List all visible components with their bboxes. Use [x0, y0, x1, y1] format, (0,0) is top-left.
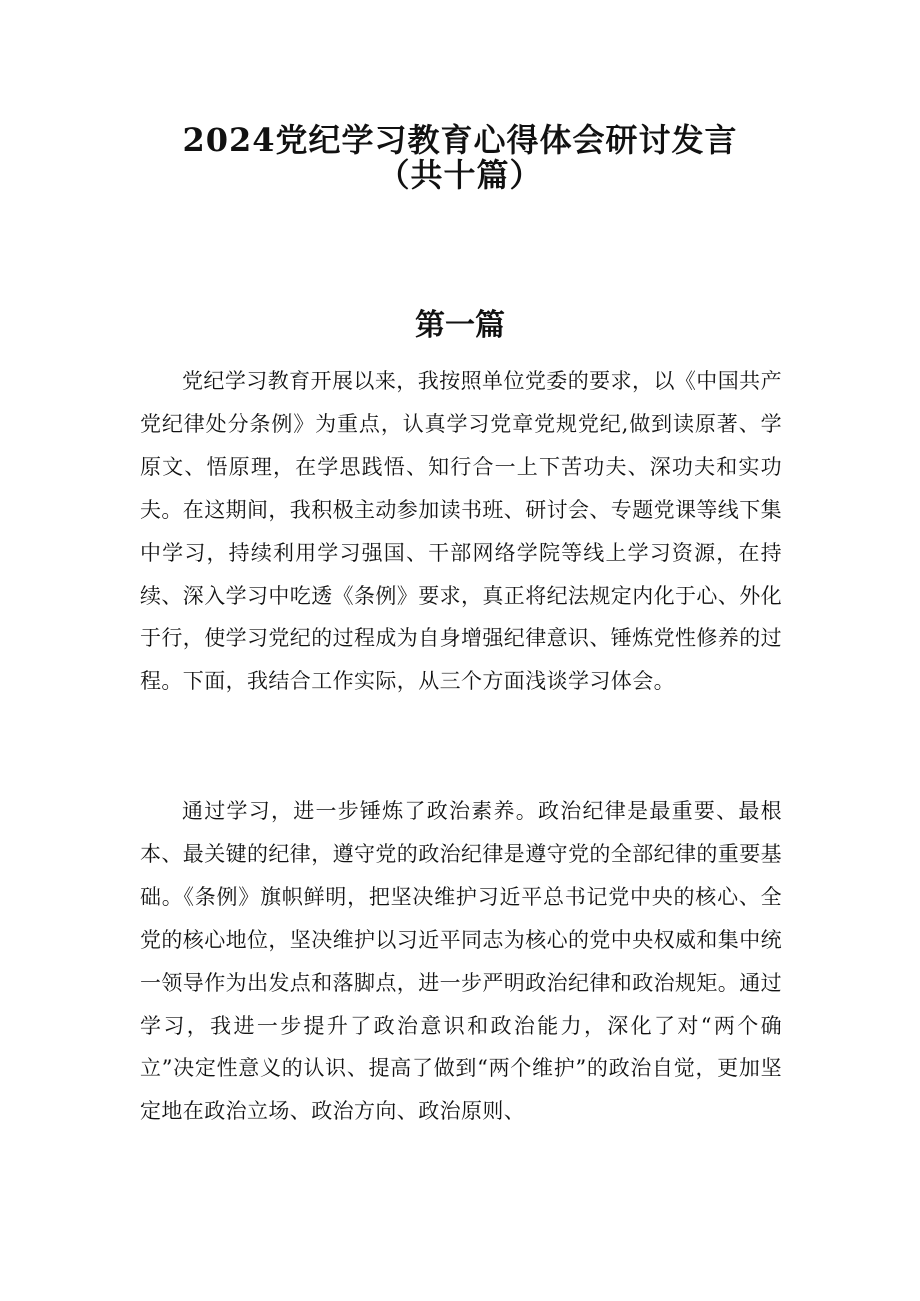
section-heading: 第一篇 — [415, 308, 505, 343]
body-paragraph: 党纪学习教育开展以来，我按照单位党委的要求，以《中国共产党纪律处分条例》为重点，认真学习党章党规党纪,做到读原著、学原文、悟原理，在学思践悟、知行合一上下苦功夫、深功夫和实功夫。在这期间，我积极主动参加读书班、研讨会、专题党课等线下集中学习，持续利用学习强国、干部网络学院等线上学习资源，在持续、深入学习中吃透《条例》要求，真正将纪法规定内化于心、外化于行，使学习党纪的过程成为自身增强纪律意识、锤炼党性修养的过程。下面，我结合工作实际，从三个方面浅谈学习体会。 — [140, 369, 782, 694]
document-subtitle: （共十篇） — [377, 156, 543, 194]
document-title: 2024党纪学习教育心得体会研讨发言 — [182, 121, 738, 159]
body-paragraph: 通过学习，进一步锤炼了政治素养。政治纪律是最重要、最根本、最关键的纪律，遵守党的政治纪律是遵守党的全部纪律的重要基础。《条例》旗帜鲜明，把坚决维护习近平总书记党中央的核心、全党的核心地位，坚决维护以习近平同志为核心的党中央权威和集中统一领导作为出发点和落脚点，进一步严明政治纪律和政治规矩。通过学习，我进一步提升了政治意识和政治能力，深化了对“两个确立”决定性意义的认识、提高了做到“两个维护”的政治自觉，更加坚定地在政治立场、政治方向、政治原则、 — [140, 799, 782, 1124]
